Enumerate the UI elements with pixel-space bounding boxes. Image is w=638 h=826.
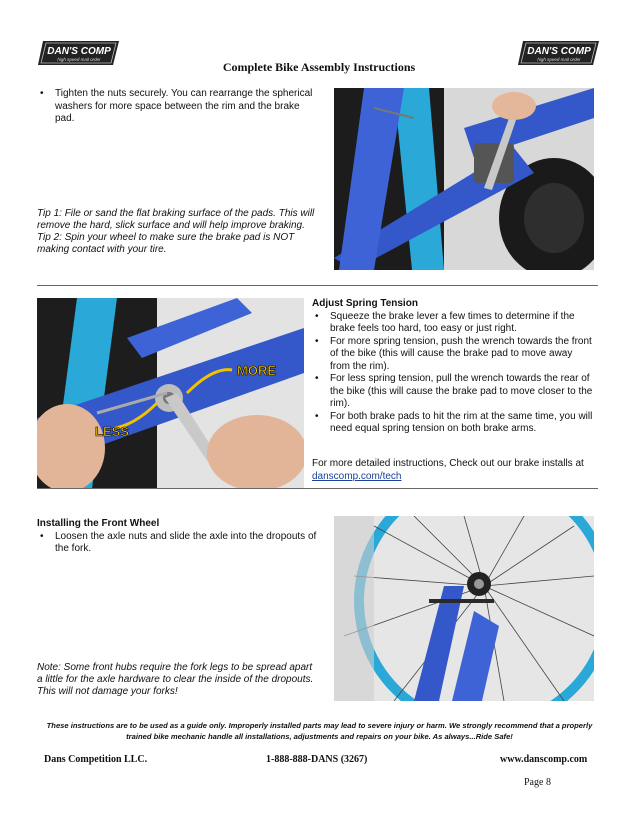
footer-company: Dans Competition LLC. xyxy=(44,754,148,765)
section-heading: Adjust Spring Tension xyxy=(312,298,418,309)
list-item: • Squeeze the brake lever a few times to determine if the brake feels too hard, too easy or just right. xyxy=(312,311,594,336)
photo-label-more: MORE xyxy=(237,363,276,378)
list-item: • For less spring tension, pull the wrench towards the rear of the bike (this will cause the brake pad to move closer to the rim). xyxy=(312,373,594,411)
spring-tension-section xyxy=(312,298,594,436)
logo-tagline: high speed mail order xyxy=(537,57,581,62)
list-item: • Loosen the axle nuts and slide the axle into the dropouts of the fork. xyxy=(37,531,322,556)
list-item: • For more spring tension, push the wrench towards the front of the bike (this will cause the brake pad to move away from the rim). xyxy=(312,336,594,374)
section-divider xyxy=(37,285,598,286)
more-info-label: For more detailed instructions, Check out our brake installs at xyxy=(312,458,584,469)
front-hub-note: Note: Some front hubs require the fork legs to be spread apart a little for the axle hardware to clear the inside of the dropouts. This will not damage your forks! xyxy=(37,662,314,697)
tip-2: Tip 2: Spin your wheel to make sure the brake pad is NOT making contact with your tire. xyxy=(37,232,295,255)
section-heading: Installing the Front Wheel xyxy=(37,518,160,529)
brake-tips xyxy=(37,208,322,256)
front-wheel-photo xyxy=(334,516,594,701)
logo-tagline: high speed mail order xyxy=(57,57,101,62)
brake-nut-instructions xyxy=(37,88,317,126)
document-title: Complete Bike Assembly Instructions xyxy=(222,60,416,74)
spring-tension-list xyxy=(312,311,594,436)
footer-website: www.danscomp.com xyxy=(500,754,588,765)
photo-label-less: LESS xyxy=(95,424,129,439)
list-item: • For both brake pads to hit the rim at the same time, you will need equal spring tension on both brake arms. xyxy=(312,411,594,436)
list-item: • Tighten the nuts securely. You can rearrange the spherical washers for more space between the rim and the brake pad. xyxy=(37,88,317,126)
tip-1: Tip 1: File or sand the flat braking surface of the pads. This will remove the hard, slick surface and will help improve braking. xyxy=(37,208,315,231)
safety-disclaimer: These instructions are to be used as a guide only. Improperly installed parts may lead to severe injury or harm. We strongly recommend that a properly trained bike mechanic handle all installations, adjustments and repairs on your bike. As always...Ride Safe! xyxy=(46,721,593,741)
footer-phone: 1-888-888-DANS (3267) xyxy=(266,754,368,765)
brake-caliper-photo xyxy=(334,88,594,270)
tech-link[interactable]: danscomp.com/tech xyxy=(312,470,402,482)
logo-text: DAN'S COMP xyxy=(47,46,111,57)
front-wheel-section xyxy=(37,518,322,556)
more-info-text xyxy=(312,458,594,483)
front-wheel-list xyxy=(37,531,322,556)
logo-text: DAN'S COMP xyxy=(527,46,591,57)
page-number: Page 8 xyxy=(524,777,551,788)
spring-tension-photo xyxy=(37,298,304,489)
section-divider xyxy=(37,488,598,489)
